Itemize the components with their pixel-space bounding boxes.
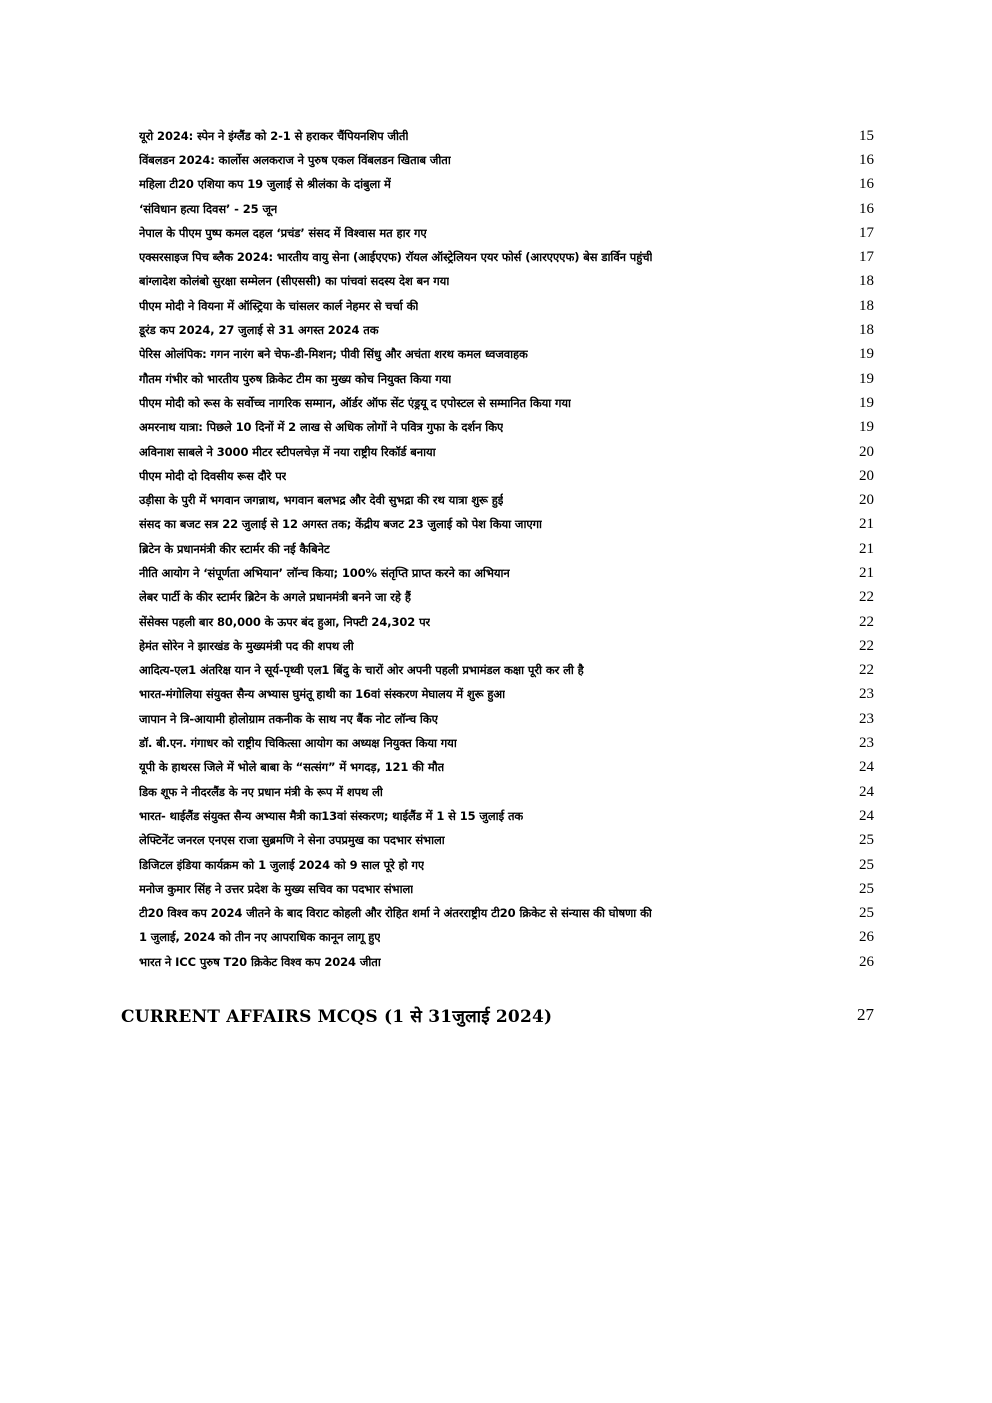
table-of-contents <box>139 124 874 974</box>
toc-entry-title[interactable]: भारत- थाईलैंड संयुक्त सैन्य अभ्यास मैत्री का13वां संस्करण; थाईलैंड में 1 से 15 जुलाई तक <box>139 808 524 823</box>
toc-entry-title[interactable]: डॉ. बी.एन. गंगाधर को राष्ट्रीय चिकित्सा आयोग का अध्यक्ष नियुक्त किया गया <box>139 736 457 751</box>
toc-entry-page-number: 23 <box>859 710 874 727</box>
toc-entry[interactable] <box>139 197 874 221</box>
section-title[interactable]: CURRENT AFFAIRS MCQS (1 से 31जुलाई 2024) <box>121 1006 553 1027</box>
toc-entry-title[interactable]: ब्रिटेन के प्रधानमंत्री कीर स्टार्मर की नई कैबिनेट <box>139 541 330 556</box>
toc-entry[interactable] <box>139 756 874 780</box>
toc-entry[interactable] <box>139 464 874 488</box>
toc-entry-title[interactable]: भारत-मंगोलिया संयुक्त सैन्य अभ्यास घुमंतू हाथी का 16वां संस्करण मेघालय में शुरू हुआ <box>139 687 506 702</box>
toc-entry-title[interactable]: उड़ीसा के पुरी में भगवान जगन्नाथ, भगवान बलभद्र और देवी सुभद्रा की रथ यात्रा शुरू हुई <box>139 493 504 508</box>
toc-entry-page-number: 19 <box>859 394 874 411</box>
toc-entry[interactable] <box>139 877 874 901</box>
toc-entry[interactable] <box>139 488 874 512</box>
section-page-number: 27 <box>857 1005 874 1024</box>
toc-entry-title[interactable]: पेरिस ओलंपिक: गगन नारंग बने चेफ-डी-मिशन; पीवी सिंधु और अचंता शरथ कमल ध्वजवाहक <box>139 347 528 362</box>
toc-entry-page-number: 26 <box>859 953 874 970</box>
toc-entry-title[interactable]: सेंसेक्स पहली बार 80,000 के ऊपर बंद हुआ, निफ्टी 24,302 पर <box>139 614 431 629</box>
toc-entry-page-number: 26 <box>859 929 874 946</box>
toc-entry[interactable] <box>139 391 874 415</box>
toc-entry-page-number: 18 <box>859 273 874 290</box>
toc-entry[interactable] <box>139 343 874 367</box>
toc-entry-title[interactable]: नेपाल के पीएम पुष्प कमल दहल ‘प्रचंड’ संसद में विश्वास मत हार गए <box>139 225 427 240</box>
toc-entry-page-number: 22 <box>859 613 874 630</box>
toc-entry[interactable] <box>139 780 874 804</box>
toc-entry-page-number: 24 <box>859 807 874 824</box>
toc-entry-page-number: 16 <box>859 151 874 168</box>
toc-entry-page-number: 16 <box>859 176 874 193</box>
toc-entry[interactable] <box>139 610 874 634</box>
toc-entry-title[interactable]: जापान ने त्रि-आयामी होलोग्राम तकनीक के साथ नए बैंक नोट लॉन्च किए <box>139 711 438 726</box>
toc-entry-page-number: 20 <box>859 492 874 509</box>
toc-entry[interactable] <box>139 950 874 974</box>
toc-entry-page-number: 22 <box>859 589 874 606</box>
toc-entry-title[interactable]: डिक शूफ ने नीदरलैंड के नए प्रधान मंत्री के रूप में शपथ ली <box>139 784 383 799</box>
toc-entry[interactable] <box>139 659 874 683</box>
toc-entry-title[interactable]: आदित्य-एल1 अंतरिक्ष यान ने सूर्य-पृथ्वी एल1 बिंदु के चारों ओर अपनी पहली प्रभामंडल कक्षा पूरी कर ली है <box>139 663 584 678</box>
section-heading-row[interactable] <box>121 1002 874 1028</box>
toc-entry-title[interactable]: हेमंत सोरेन ने झारखंड के मुख्यमंत्री पद की शपथ ली <box>139 638 354 653</box>
toc-entry[interactable] <box>139 270 874 294</box>
toc-entry-title[interactable]: विंबलडन 2024: कार्लोस अलकराज ने पुरुष एकल विंबलडन खिताब जीता <box>139 152 451 167</box>
toc-entry[interactable] <box>139 707 874 731</box>
toc-entry-page-number: 22 <box>859 662 874 679</box>
toc-entry[interactable] <box>139 829 874 853</box>
toc-entry-page-number: 18 <box>859 297 874 314</box>
toc-entry-title[interactable]: ‘संविधान हत्या दिवस’ - 25 जून <box>139 201 278 216</box>
toc-entry-title[interactable]: भारत ने ICC पुरुष T20 क्रिकेट विश्व कप 2024 जीता <box>139 954 381 969</box>
toc-entry[interactable] <box>139 440 874 464</box>
toc-entry[interactable] <box>139 148 874 172</box>
toc-entry-page-number: 22 <box>859 637 874 654</box>
toc-entry-page-number: 21 <box>859 516 874 533</box>
toc-entry[interactable] <box>139 586 874 610</box>
toc-entry[interactable] <box>139 634 874 658</box>
toc-entry[interactable] <box>139 173 874 197</box>
toc-entry-page-number: 20 <box>859 443 874 460</box>
toc-entry[interactable] <box>139 683 874 707</box>
toc-entry-title[interactable]: लेबर पार्टी के कीर स्टार्मर ब्रिटेन के अगले प्रधानमंत्री बनने जा रहे हैं <box>139 590 411 605</box>
toc-entry[interactable] <box>139 416 874 440</box>
toc-entry-page-number: 25 <box>859 832 874 849</box>
toc-entry[interactable] <box>139 245 874 269</box>
toc-entry-title[interactable]: बांग्लादेश कोलंबो सुरक्षा सम्मेलन (सीएससी) का पांचवां सदस्य देश बन गया <box>139 274 450 289</box>
toc-entry-page-number: 24 <box>859 759 874 776</box>
toc-entry[interactable] <box>139 804 874 828</box>
toc-entry-title[interactable]: टी20 विश्व कप 2024 जीतने के बाद विराट कोहली और रोहित शर्मा ने अंतरराष्ट्रीय टी20 क्रिकेट से संन्यास की घोषणा की <box>139 906 652 921</box>
toc-entry[interactable] <box>139 367 874 391</box>
toc-entry-page-number: 18 <box>859 322 874 339</box>
toc-entry-page-number: 19 <box>859 419 874 436</box>
toc-entry-title[interactable]: डूरंड कप 2024, 27 जुलाई से 31 अगस्त 2024 तक <box>139 323 379 338</box>
toc-entry-page-number: 23 <box>859 686 874 703</box>
toc-entry-page-number: 21 <box>859 540 874 557</box>
toc-entry-title[interactable]: पीएम मोदी ने वियना में ऑस्ट्रिया के चांसलर कार्ल नेहमर से चर्चा की <box>139 298 419 313</box>
toc-entry-title[interactable]: महिला टी20 एशिया कप 19 जुलाई से श्रीलंका के दांबुला में <box>139 177 391 192</box>
toc-entry-page-number: 19 <box>859 346 874 363</box>
toc-entry-title[interactable]: अमरनाथ यात्रा: पिछले 10 दिनों में 2 लाख से अधिक लोगों ने पवित्र गुफा के दर्शन किए <box>139 420 504 435</box>
toc-entry-title[interactable]: नीति आयोग ने ‘संपूर्णता अभियान’ लॉन्च किया; 100% संतृप्ति प्राप्त करने का अभियान <box>139 565 510 580</box>
toc-entry-title[interactable]: एक्सरसाइज पिच ब्लैक 2024: भारतीय वायु सेना (आईएएफ) रॉयल ऑस्ट्रेलियन एयर फोर्स (आरएएएफ) बेस डार्विन पहुंची <box>139 250 653 265</box>
toc-entry[interactable] <box>139 294 874 318</box>
toc-entry-title[interactable]: अविनाश साबले ने 3000 मीटर स्टीपलचेज़ में नया राष्ट्रीय रिकॉर्ड बनाया <box>139 444 436 459</box>
toc-entry-page-number: 24 <box>859 783 874 800</box>
toc-entry-page-number: 21 <box>859 564 874 581</box>
toc-entry[interactable] <box>139 318 874 342</box>
toc-entry-title[interactable]: यूरो 2024: स्पेन ने इंग्लैंड को 2-1 से हराकर चैंपियनशिप जीती <box>139 128 409 143</box>
toc-entry[interactable] <box>139 124 874 148</box>
toc-entry-title[interactable]: लेफ्टिनेंट जनरल एनएस राजा सुब्रमणि ने सेना उपप्रमुख का पदभार संभाला <box>139 833 445 848</box>
toc-entry-title[interactable]: यूपी के हाथरस जिले में भोले बाबा के “सत्संग” में भगदड़, 121 की मौत <box>139 760 445 775</box>
toc-entry[interactable] <box>139 902 874 926</box>
toc-entry-page-number: 23 <box>859 735 874 752</box>
toc-entry-page-number: 16 <box>859 200 874 217</box>
toc-entry-page-number: 19 <box>859 370 874 387</box>
toc-entry-page-number: 15 <box>859 127 874 144</box>
toc-entry-page-number: 25 <box>859 856 874 873</box>
toc-entry-title[interactable]: गौतम गंभीर को भारतीय पुरुष क्रिकेट टीम का मुख्य कोच नियुक्त किया गया <box>139 371 452 386</box>
toc-entry[interactable] <box>139 926 874 950</box>
toc-entry-page-number: 17 <box>859 224 874 241</box>
toc-entry-title[interactable]: डिजिटल इंडिया कार्यक्रम को 1 जुलाई 2024 को 9 साल पूरे हो गए <box>139 857 425 872</box>
toc-entry-page-number: 25 <box>859 905 874 922</box>
toc-entry[interactable] <box>139 853 874 877</box>
toc-entry-title[interactable]: संसद का बजट सत्र 22 जुलाई से 12 अगस्त तक; केंद्रीय बजट 23 जुलाई को पेश किया जाएगा <box>139 517 542 532</box>
toc-entry-title[interactable]: पीएम मोदी को रूस के सर्वोच्च नागरिक सम्मान, ऑर्डर ऑफ सेंट एंड्रयू द एपोस्टल से सम्मानित किया गया <box>139 395 571 410</box>
toc-entry-title[interactable]: पीएम मोदी दो दिवसीय रूस दौरे पर <box>139 468 287 483</box>
toc-entry-page-number: 17 <box>859 249 874 266</box>
toc-entry[interactable] <box>139 561 874 585</box>
toc-entry-page-number: 25 <box>859 880 874 897</box>
toc-entry[interactable] <box>139 221 874 245</box>
toc-entry[interactable] <box>139 513 874 537</box>
toc-entry-title[interactable]: 1 जुलाई, 2024 को तीन नए आपराधिक कानून लागू हुए <box>139 930 381 945</box>
toc-entry[interactable] <box>139 731 874 755</box>
toc-entry[interactable] <box>139 537 874 561</box>
toc-entry-title[interactable]: मनोज कुमार सिंह ने उत्तर प्रदेश के मुख्य सचिव का पदभार संभाला <box>139 881 414 896</box>
toc-entry-page-number: 20 <box>859 467 874 484</box>
